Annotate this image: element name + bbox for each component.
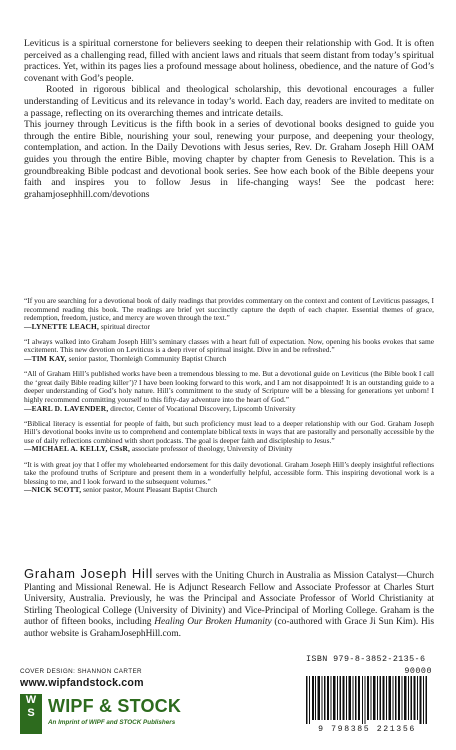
blurb-paragraph-3: This journey through Leviticus is the fifth book in a series of devotional books designed to guide you through the entire Bible, nourishing your soul, renewing your purpose, and deepening your theology, contemplation, and action. In the Daily Devotions with Jesus series, Rev. Dr. Graham Joseph Hill OAM guides you through the entire Bible, moving chapter by chapter from Genesis to Revelation. This is a groundbreaking Bible podcast and devotional book series. See how each book of the Bible deepens your faith and inspires you to follow Jesus in life-changing ways! See the podcast here: grahamjosephhill.com/devotions (24, 119, 434, 200)
endorsement (24, 297, 434, 331)
endorser-role: associate professor of theology, University of Divinity (130, 444, 293, 454)
endorsement-attribution (24, 445, 434, 454)
logo-letter-bottom: S (27, 707, 35, 719)
endorser-role: director, Center of Vocational Discovery, Lipscomb University (108, 403, 296, 413)
book-title: Healing Our Broken Humanity (154, 617, 272, 627)
isbn-label: ISBN 979-8-3852-2135-6 (306, 654, 426, 664)
endorsement (24, 370, 434, 413)
blurb-paragraph-1: Leviticus is a spiritual cornerstone for believers seeking to deepen their relationship with God. It is often perceived as a challenging read, filled with ancient laws and rituals that seem distant from today’s spiritual practices. Yet, within its pages lies a profound message about holiness, obedience, and the nature of God’s covenant with God’s people. (24, 38, 434, 84)
endorser-name: —TIM KAY, (24, 354, 67, 364)
price-code: 90000 (404, 666, 432, 676)
bio-text: serves with the Uniting Church in Australia as Mission Catalyst—Church Planting and Missional Renewal. He is Adjunct Research Fellow and Associate Professor at Charles Sturt University, Australia. Previously, he was the Principal and Associate Professor of World Christianity at Stirling Theological College (University of Divinity) and Vice-Principal of Morling College. Graham is the author of fifteen books, including (24, 571, 434, 627)
endorsement-text: “If you are searching for a devotional book of daily readings that provides commentary on the context and content of Leviticus passages, I recommend reading this book. The readings are brief yet succinctly capture the depth of each chapter. Essential themes of grace, redemption, freedom, justice, and mercy are woven through the text.” (24, 296, 434, 323)
endorsement-text: “I always walked into Graham Joseph Hill’s seminary classes with a heart full of expectation. Now, opening his books evokes that same excitement. This new devotion on Leviticus is a deep river of spiritual insight. Dive in and be refreshed.” (24, 336, 434, 355)
endorsement-attribution (24, 405, 434, 414)
publisher-website: www.wipfandstock.com (20, 677, 144, 689)
endorsement-text: “All of Graham Hill’s published works have been a tremendous blessing to me. But a devotional guide on Leviticus (the Bible book I call the ‘great daily Bible reading killer’)? I have been looking forward to this work, and I am not disappointed! It is an outstanding guide to a deeper understanding of God’s holy nature. Hill’s commitment to the study of Scripture will be a blessing for generations yet unborn! I highly recommend committing yourself to this fifty-day adventure into the heart of God.” (24, 369, 434, 404)
endorsement-attribution (24, 486, 434, 495)
endorsement-text: “It is with great joy that I offer my wholehearted endorsement for this daily devotional. Graham Joseph Hill’s deeply insightful reflections take the profound truths of Scripture and present them in a wonderfully helpful, accessible form. This inspiring devotional work is a blessing to me, and I look forward to the subsequent volumes.” (24, 459, 434, 486)
publisher-imprint: An Imprint of WIPF and STOCK Publishers (48, 719, 176, 726)
endorsement-attribution (24, 355, 434, 364)
author-bio (24, 568, 434, 640)
endorser-name: —EARL D. LAVENDER, (24, 403, 109, 413)
endorser-role: senior pastor, Mount Pleasant Baptist Church (81, 485, 218, 495)
endorsements (24, 297, 434, 501)
barcode-digits: 9 798385 221356 (318, 725, 416, 734)
publisher-name: WIPF & STOCK (48, 696, 182, 716)
endorser-role: spiritual director (99, 321, 150, 331)
bio-text-end: (co-authored with Grace Ji Sun Kim). His author website is GrahamJosephHill.com. (24, 617, 434, 639)
blurb-paragraph-2: Rooted in rigorous biblical and theological scholarship, this devotional encourages a fuller understanding of Leviticus and its relevance in today’s world. Each day, readers are invited to meditate on a passage, reflecting on its overarching themes and intricate details. (24, 84, 434, 119)
endorsement (24, 338, 434, 364)
endorsement (24, 420, 434, 454)
endorser-name: —LYNETTE LEACH, (24, 321, 100, 331)
wipf-stock-logo-icon (20, 694, 42, 734)
logo-letter-top: W (25, 694, 37, 706)
endorser-name: —NICK SCOTT, (24, 485, 82, 495)
endorsement-text: “Biblical literacy is essential for people of faith, but such proficiency must lead to a deeper relationship with our God. Graham Joseph Hill’s devotional books invite us to comprehend and contemplate biblical texts in ways that are pastorally and personally accessible by the use of daily reflections combined with short podcasts. The goal is deeper faith and discipleship to Jesus.” (24, 418, 434, 445)
isbn-barcode-block (300, 654, 434, 738)
endorsement (24, 461, 434, 495)
barcode-icon (304, 676, 430, 724)
publisher-logo (20, 694, 220, 738)
endorser-name: —MICHAEL A. KELLY, CSsR, (24, 444, 131, 454)
endorsement-attribution (24, 323, 434, 332)
back-cover-blurb (24, 38, 434, 200)
cover-design-credit: COVER DESIGN: SHANNON CARTER (20, 668, 142, 675)
endorser-role: senior pastor, Thornleigh Community Baptist Church (66, 354, 227, 364)
author-name: Graham Joseph Hill (24, 566, 154, 581)
